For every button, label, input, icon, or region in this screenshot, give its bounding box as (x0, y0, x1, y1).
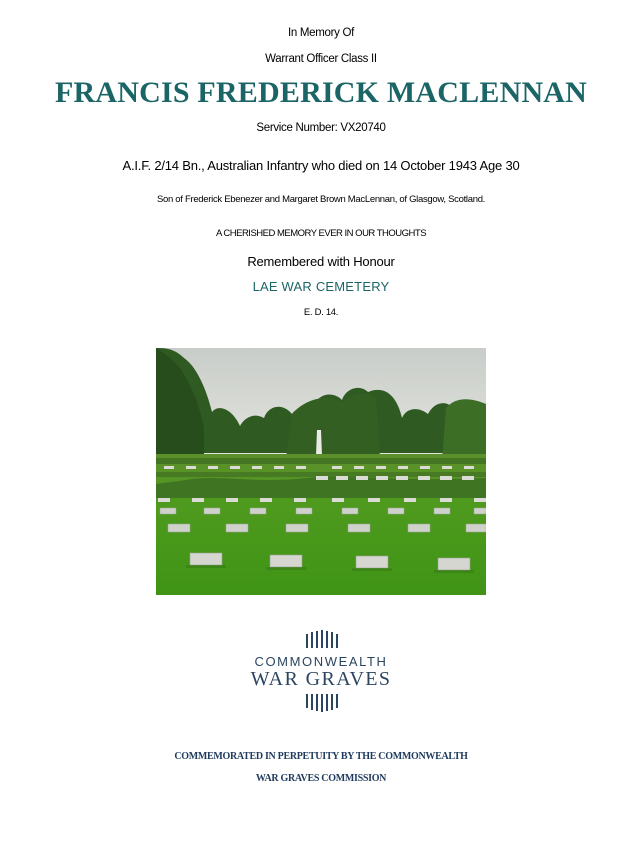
service-number: Service Number: VX20740 (256, 122, 386, 134)
rank-label: Warrant Officer Class II (265, 53, 377, 65)
logo-top-bars-icon (300, 630, 342, 648)
family-line: Son of Frederick Ebenezer and Margaret Brown MacLennan, of Glasgow, Scotland. (156, 194, 486, 205)
in-memory-of-heading: In Memory Of (287, 27, 355, 39)
footer-line-2: WAR GRAVES COMMISSION (255, 773, 387, 784)
logo-bottom-bars-icon (300, 694, 342, 712)
epitaph: A CHERISHED MEMORY EVER IN OUR THOUGHTS (215, 228, 427, 239)
cemetery-name: LAE WAR CEMETERY (252, 279, 390, 294)
casualty-name: FRANCIS FREDERICK MACLENNAN (54, 76, 588, 109)
logo-war-graves-text: WAR GRAVES (250, 668, 392, 690)
footer-line-1: COMMEMORATED IN PERPETUITY BY THE COMMONWEALTH (174, 751, 468, 762)
grave-reference: E. D. 14. (303, 307, 339, 318)
logo-commonwealth-text: COMMONWEALTH (254, 654, 388, 669)
cemetery-photo (156, 348, 486, 595)
remembered-with-honour: Remembered with Honour (247, 254, 395, 269)
unit-and-death-line: A.I.F. 2/14 Bn., Australian Infantry who died on 14 October 1943 Age 30 (122, 158, 520, 173)
